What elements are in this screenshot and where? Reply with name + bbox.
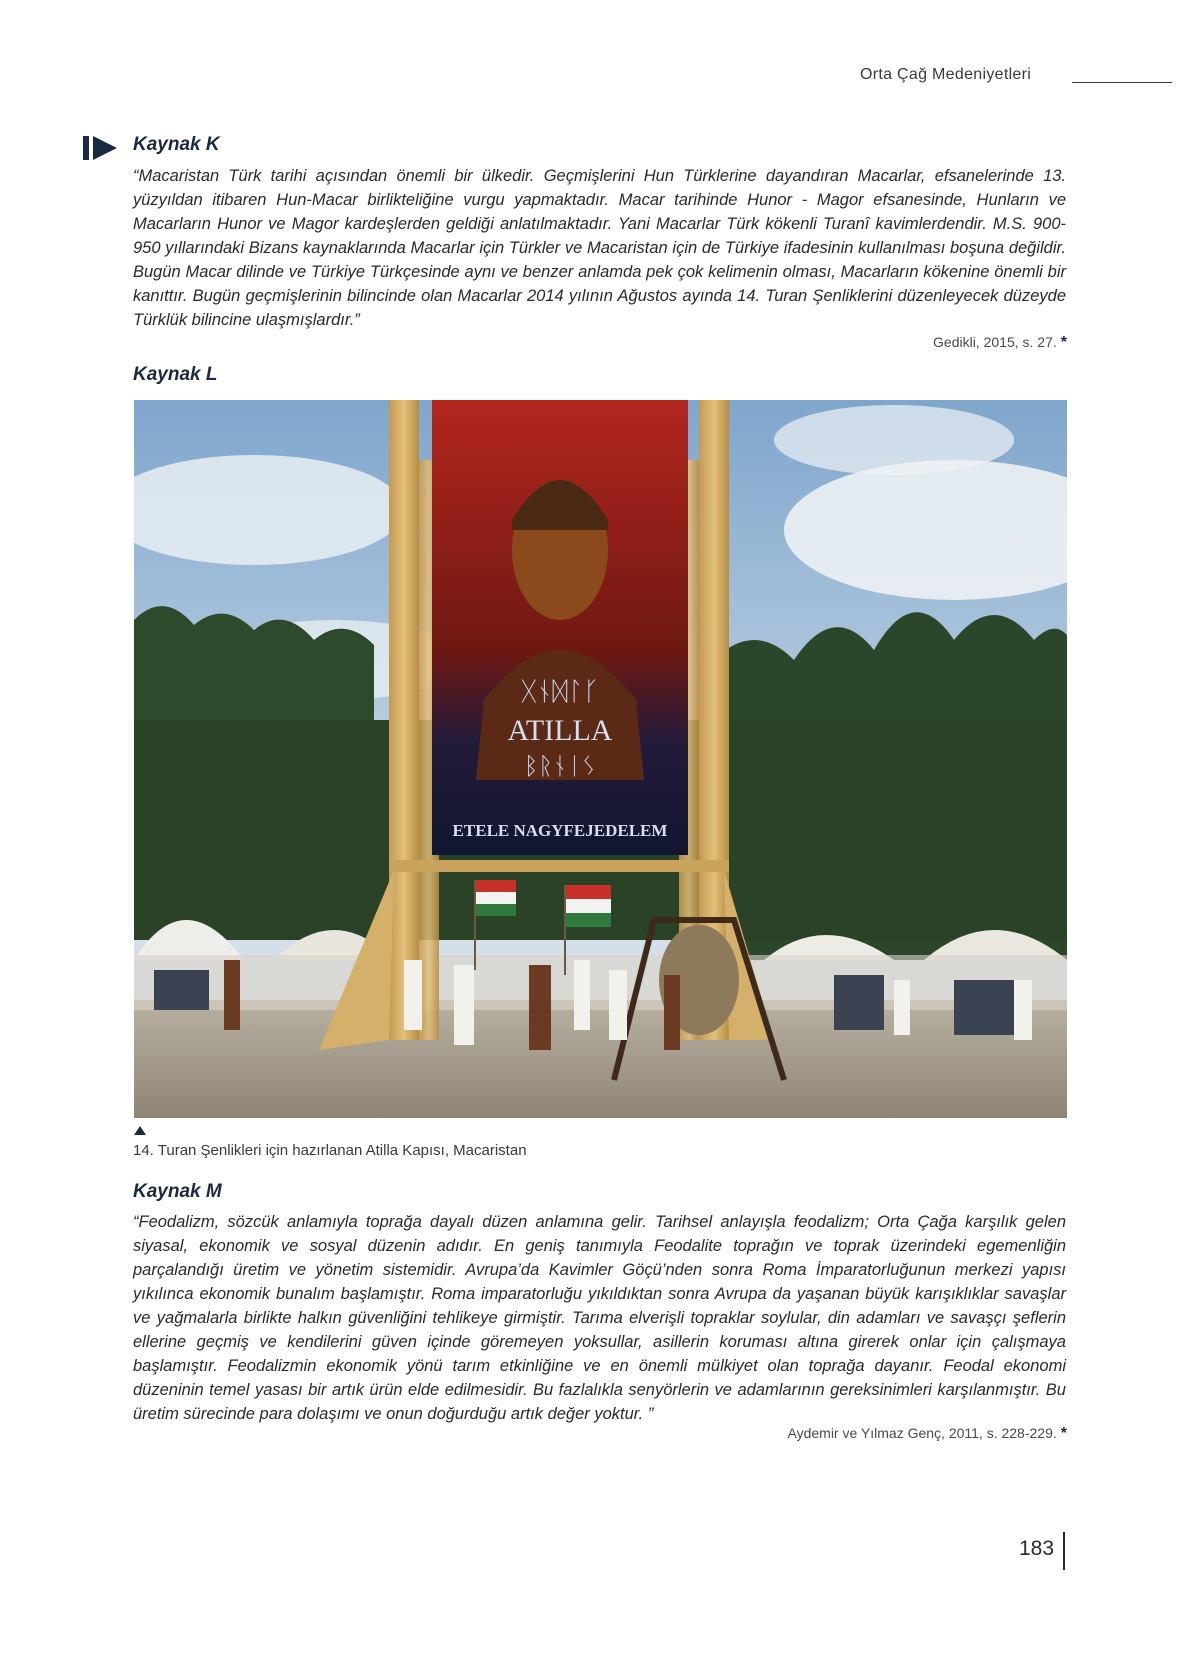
banner-name: ATILLA (507, 714, 613, 747)
caption-triangle-icon (134, 1126, 146, 1135)
source-m-quote: “Feodalizm, sözcük anlamıyla toprağa dayalı düzen anlamına gelir. Tarihsel anlayışla feodalizm; Orta Çağa karşılık gelen siyasal, ekonomik ve sosyal düzenin adıdır. En geniş tanımıyla Feodalite toprağın ve toprak üzerindeki egemenliğin parçalandığı üretim ve yönetim sistemidir. Avrupa’da Kavimler Göçü’nden sonra Roma İmparatorluğunun merkezi yapısı yıkılınca ekonomik bunalım başlamıştır. Roma imparatorluğu yıkıldıktan sonra Avrupa da yaşanan büyük karışıklıklar savaşlar ve yağmalarla birlikte halkın güvenliğini tehlikeye girmiştir. Tarıma elverişli topraklar soylular, din adamları ve savaşçı şeflerin ellerine geçmiş ve kendilerini güven içinde göremeyen yoksullar, asillerin koruması altına girerek onlar için çalışmaya başlamıştır. Feodalizmin ekonomik yönü tarım etkinliğine ve en önemli mülkiyet olan toprağa dayanır. Feodal ekonomi düzeninin temel yasası bir artık ürün elde edilmesidir. Bu fazlalıkla senyörlerin ve adamlarının gereksinimleri karşılanmıştır. Bu üretim sürecinde para dolaşımı ve onun doğurduğu artık değer yoktur. ” (133, 1213, 1066, 1423)
banner-script-bottom: ᛒᚱᚾᛁᛊ (524, 754, 596, 780)
source-m-citation-mark: * (1060, 1425, 1067, 1442)
banner-bottom-text: ETELE NAGYFEJEDELEM (452, 821, 668, 840)
banner-script-top: ᚷᚾᛞᛚᚴ (520, 677, 600, 706)
source-k-quote: “Macaristan Türk tarihi açısından önemli bir ülkedir. Geçmişlerini Hun Türklerine dayandıran Macarlar, efsanelerinde 13. yüzyıldan itibaren Hun-Macar birlikteliğine vurgu yapmaktadır. Macar tarihinde Hunor - Magor efsanesinde, Hunların ve Macarların Hunor ve Magor kardeşlerden geldiği anlatılmaktadır. Yani Macarlar Türk kökenli Turanî kavimlerdendir. M.S. 900-950 yıllarındaki Bizans kaynaklarında Macarlar için Türkler ve Macaristan için de Türkiye ifadesinin kullanılması boşuna değildir. Bugün Macar dilinde ve Türkiye Türkçesinde aynı ve benzer anlamda pek çok kelimenin olması, Macarların kökenine önemli bir kanıttır. Bugün geçmişlerinin bilincinde olan Macarlar 2014 yılının Ağustos ayında 14. Turan Şenliklerini düzenleyecek düzeyde Türklük bilincine ulaşmışlardır.” (133, 167, 1066, 329)
source-m-citation-text: Aydemir ve Yılmaz Genç, 2011, s. 228-229. (787, 1425, 1057, 1441)
running-title: Orta Çağ Medeniyetleri (860, 66, 1032, 83)
page-number: 183 (1019, 1537, 1055, 1560)
source-k-citation (933, 334, 1067, 352)
source-m-citation (788, 1425, 1068, 1443)
section-marker-icon (83, 136, 123, 160)
page-number-rule (1063, 1532, 1065, 1570)
source-m-heading: Kaynak M (133, 1181, 222, 1202)
source-k-citation-mark: * (1060, 334, 1067, 351)
source-k-heading: Kaynak K (133, 134, 220, 155)
source-k-citation-text: Gedikli, 2015, s. 27. (933, 334, 1057, 350)
running-title-rule (1072, 82, 1172, 83)
source-l-heading: Kaynak L (133, 364, 218, 385)
photo-caption: 14. Turan Şenlikleri için hazırlanan Atilla Kapısı, Macaristan (133, 1142, 527, 1159)
atilla-gate-photo (134, 400, 1067, 1118)
